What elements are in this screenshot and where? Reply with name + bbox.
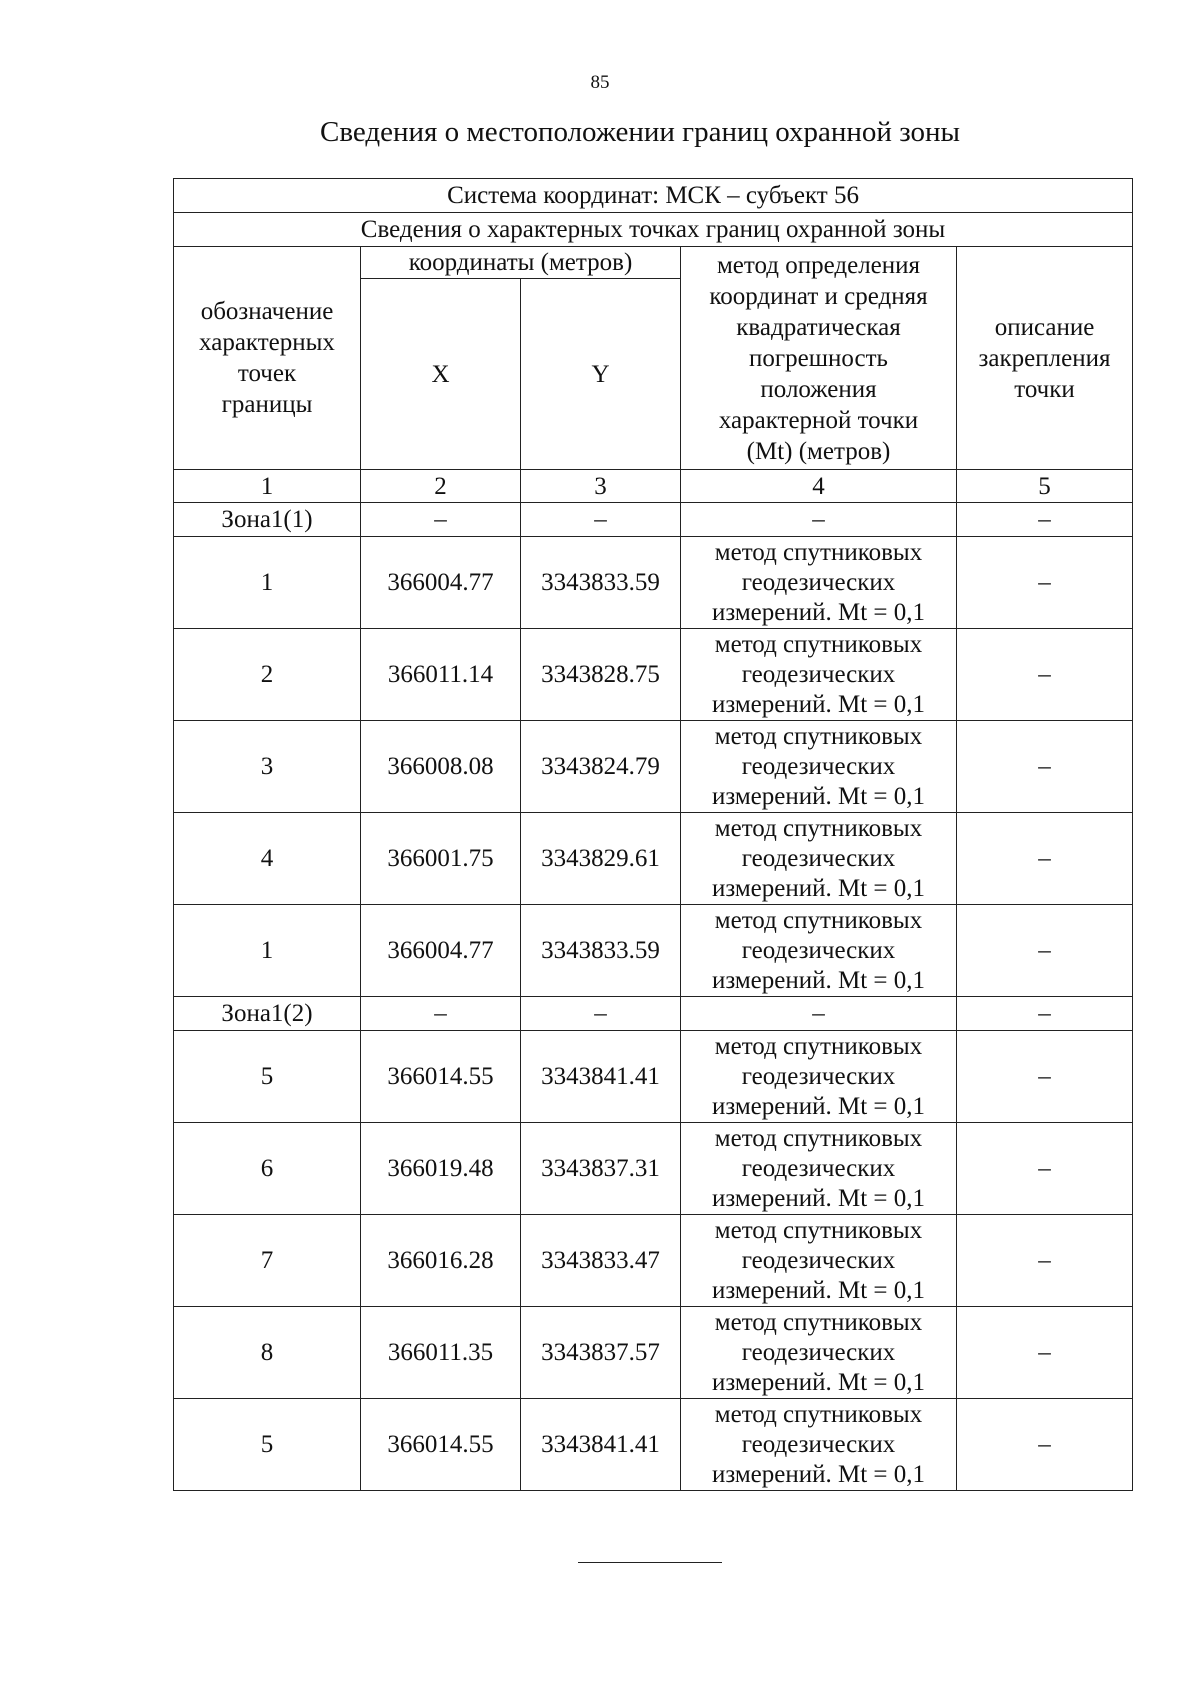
header-x: X bbox=[361, 279, 521, 470]
point-description: – bbox=[957, 1031, 1133, 1123]
zone-dash: – bbox=[957, 503, 1133, 537]
table-row bbox=[174, 813, 1133, 905]
method-line: измерений. Mt = 0,1 bbox=[711, 1092, 926, 1120]
method-line: метод спутниковых bbox=[714, 1032, 923, 1060]
coord-y: 3343841.41 bbox=[521, 1031, 681, 1123]
method-line: геодезических bbox=[741, 1154, 896, 1182]
zone-dash: – bbox=[681, 997, 957, 1031]
header-description bbox=[957, 247, 1133, 470]
point-description: – bbox=[957, 1399, 1133, 1491]
method-cell bbox=[681, 905, 957, 997]
table-row bbox=[174, 1215, 1133, 1307]
header-y: Y bbox=[521, 279, 681, 470]
boundary-points-table bbox=[173, 178, 1133, 1491]
zone-dash: – bbox=[681, 503, 957, 537]
header-method-line: метод определения bbox=[716, 251, 921, 279]
method-line: измерений. Mt = 0,1 bbox=[711, 874, 926, 902]
point-description: – bbox=[957, 813, 1133, 905]
zone-dash: – bbox=[361, 503, 521, 537]
method-cell bbox=[681, 813, 957, 905]
method-line: метод спутниковых bbox=[714, 630, 923, 658]
point-description: – bbox=[957, 1307, 1133, 1399]
point-description: – bbox=[957, 721, 1133, 813]
method-cell bbox=[681, 629, 957, 721]
header-designation-line: обозначение bbox=[200, 298, 334, 325]
coord-x: 366019.48 bbox=[361, 1123, 521, 1215]
column-number: 1 bbox=[174, 470, 361, 503]
coord-x: 366001.75 bbox=[361, 813, 521, 905]
method-line: геодезических bbox=[741, 1062, 896, 1090]
table-row bbox=[174, 721, 1133, 813]
method-line: геодезических bbox=[741, 1430, 896, 1458]
header-method-line: координат и средняя bbox=[709, 282, 928, 310]
column-number: 2 bbox=[361, 470, 521, 503]
coord-x: 366014.55 bbox=[361, 1031, 521, 1123]
coord-y: 3343828.75 bbox=[521, 629, 681, 721]
point-description: – bbox=[957, 1215, 1133, 1307]
header-designation-line: границы bbox=[221, 391, 313, 418]
table-row bbox=[174, 1307, 1133, 1399]
header-method-line: погрешность bbox=[749, 344, 888, 372]
method-line: геодезических bbox=[741, 936, 896, 964]
table-row bbox=[174, 1031, 1133, 1123]
header-designation-line: характерных bbox=[199, 329, 335, 356]
coord-y: 3343837.31 bbox=[521, 1123, 681, 1215]
coord-x: 366011.35 bbox=[361, 1307, 521, 1399]
point-number: 7 bbox=[174, 1215, 361, 1307]
coord-y: 3343829.61 bbox=[521, 813, 681, 905]
method-line: геодезических bbox=[741, 752, 896, 780]
point-description: – bbox=[957, 537, 1133, 629]
method-line: геодезических bbox=[741, 660, 896, 688]
point-description: – bbox=[957, 905, 1133, 997]
method-line: измерений. Mt = 0,1 bbox=[711, 1460, 926, 1488]
zone-dash: – bbox=[361, 997, 521, 1031]
point-number: 3 bbox=[174, 721, 361, 813]
header-method-line: (Mt) (метров) bbox=[746, 437, 891, 465]
point-description: – bbox=[957, 629, 1133, 721]
method-line: метод спутниковых bbox=[714, 814, 923, 842]
method-line: метод спутниковых bbox=[714, 906, 923, 934]
table-row bbox=[174, 1123, 1133, 1215]
coord-y: 3343841.41 bbox=[521, 1399, 681, 1491]
method-line: измерений. Mt = 0,1 bbox=[711, 782, 926, 810]
method-line: геодезических bbox=[741, 844, 896, 872]
header-method-line: квадратическая bbox=[736, 313, 901, 341]
header-method-line: характерной точки bbox=[718, 406, 919, 434]
zone-dash: – bbox=[957, 997, 1133, 1031]
zone-name: Зона1(2) bbox=[174, 997, 361, 1031]
header-method bbox=[681, 247, 957, 470]
point-description: – bbox=[957, 1123, 1133, 1215]
point-number: 4 bbox=[174, 813, 361, 905]
coord-x: 366014.55 bbox=[361, 1399, 521, 1491]
column-number: 4 bbox=[681, 470, 957, 503]
column-number: 5 bbox=[957, 470, 1133, 503]
method-line: метод спутниковых bbox=[714, 1400, 923, 1428]
zone-row bbox=[174, 997, 1133, 1031]
page-number: 85 bbox=[590, 72, 610, 93]
method-line: геодезических bbox=[741, 1246, 896, 1274]
method-line: метод спутниковых bbox=[714, 538, 923, 566]
coord-y: 3343833.47 bbox=[521, 1215, 681, 1307]
zone-name: Зона1(1) bbox=[174, 503, 361, 537]
method-cell bbox=[681, 1307, 957, 1399]
coord-y: 3343824.79 bbox=[521, 721, 681, 813]
header-description-line: точки bbox=[1014, 375, 1075, 403]
table-row bbox=[174, 1399, 1133, 1491]
coord-x: 366004.77 bbox=[361, 905, 521, 997]
header-designation-line: точек bbox=[237, 360, 297, 387]
method-line: измерений. Mt = 0,1 bbox=[711, 598, 926, 626]
column-number: 3 bbox=[521, 470, 681, 503]
table-row bbox=[174, 537, 1133, 629]
zone-row bbox=[174, 503, 1133, 537]
method-line: геодезических bbox=[741, 568, 896, 596]
points-caption: Сведения о характерных точках границ охранной зоны bbox=[174, 213, 1133, 247]
header-coordinates: координаты (метров) bbox=[361, 247, 681, 279]
coord-y: 3343833.59 bbox=[521, 905, 681, 997]
method-line: метод спутниковых bbox=[714, 722, 923, 750]
coord-system-caption: Система координат: МСК – субъект 56 bbox=[174, 179, 1133, 213]
method-cell bbox=[681, 1031, 957, 1123]
header-method-line: положения bbox=[760, 375, 877, 403]
header-designation bbox=[174, 247, 361, 470]
method-line: метод спутниковых bbox=[714, 1308, 923, 1336]
header-description-line: описание bbox=[994, 313, 1095, 341]
method-line: геодезических bbox=[741, 1338, 896, 1366]
point-number: 1 bbox=[174, 905, 361, 997]
coord-y: 3343833.59 bbox=[521, 537, 681, 629]
method-line: измерений. Mt = 0,1 bbox=[711, 1276, 926, 1304]
table-row bbox=[174, 629, 1133, 721]
method-line: измерений. Mt = 0,1 bbox=[711, 966, 926, 994]
coord-x: 366011.14 bbox=[361, 629, 521, 721]
coord-x: 366004.77 bbox=[361, 537, 521, 629]
method-line: метод спутниковых bbox=[714, 1124, 923, 1152]
coord-x: 366016.28 bbox=[361, 1215, 521, 1307]
zone-dash: – bbox=[521, 503, 681, 537]
zone-dash: – bbox=[521, 997, 681, 1031]
page-title: Сведения о местоположении границ охранной зоны bbox=[319, 116, 960, 148]
method-cell bbox=[681, 721, 957, 813]
method-line: измерений. Mt = 0,1 bbox=[711, 1184, 926, 1212]
point-number: 1 bbox=[174, 537, 361, 629]
coord-y: 3343837.57 bbox=[521, 1307, 681, 1399]
method-line: измерений. Mt = 0,1 bbox=[711, 690, 926, 718]
method-cell bbox=[681, 1399, 957, 1491]
point-number: 2 bbox=[174, 629, 361, 721]
point-number: 5 bbox=[174, 1031, 361, 1123]
table-row bbox=[174, 905, 1133, 997]
point-number: 8 bbox=[174, 1307, 361, 1399]
method-cell bbox=[681, 537, 957, 629]
method-line: измерений. Mt = 0,1 bbox=[711, 1368, 926, 1396]
header-description-line: закрепления bbox=[978, 344, 1111, 372]
method-cell bbox=[681, 1123, 957, 1215]
method-cell bbox=[681, 1215, 957, 1307]
point-number: 5 bbox=[174, 1399, 361, 1491]
coord-x: 366008.08 bbox=[361, 721, 521, 813]
point-number: 6 bbox=[174, 1123, 361, 1215]
method-line: метод спутниковых bbox=[714, 1216, 923, 1244]
footer-rule bbox=[578, 1562, 722, 1563]
